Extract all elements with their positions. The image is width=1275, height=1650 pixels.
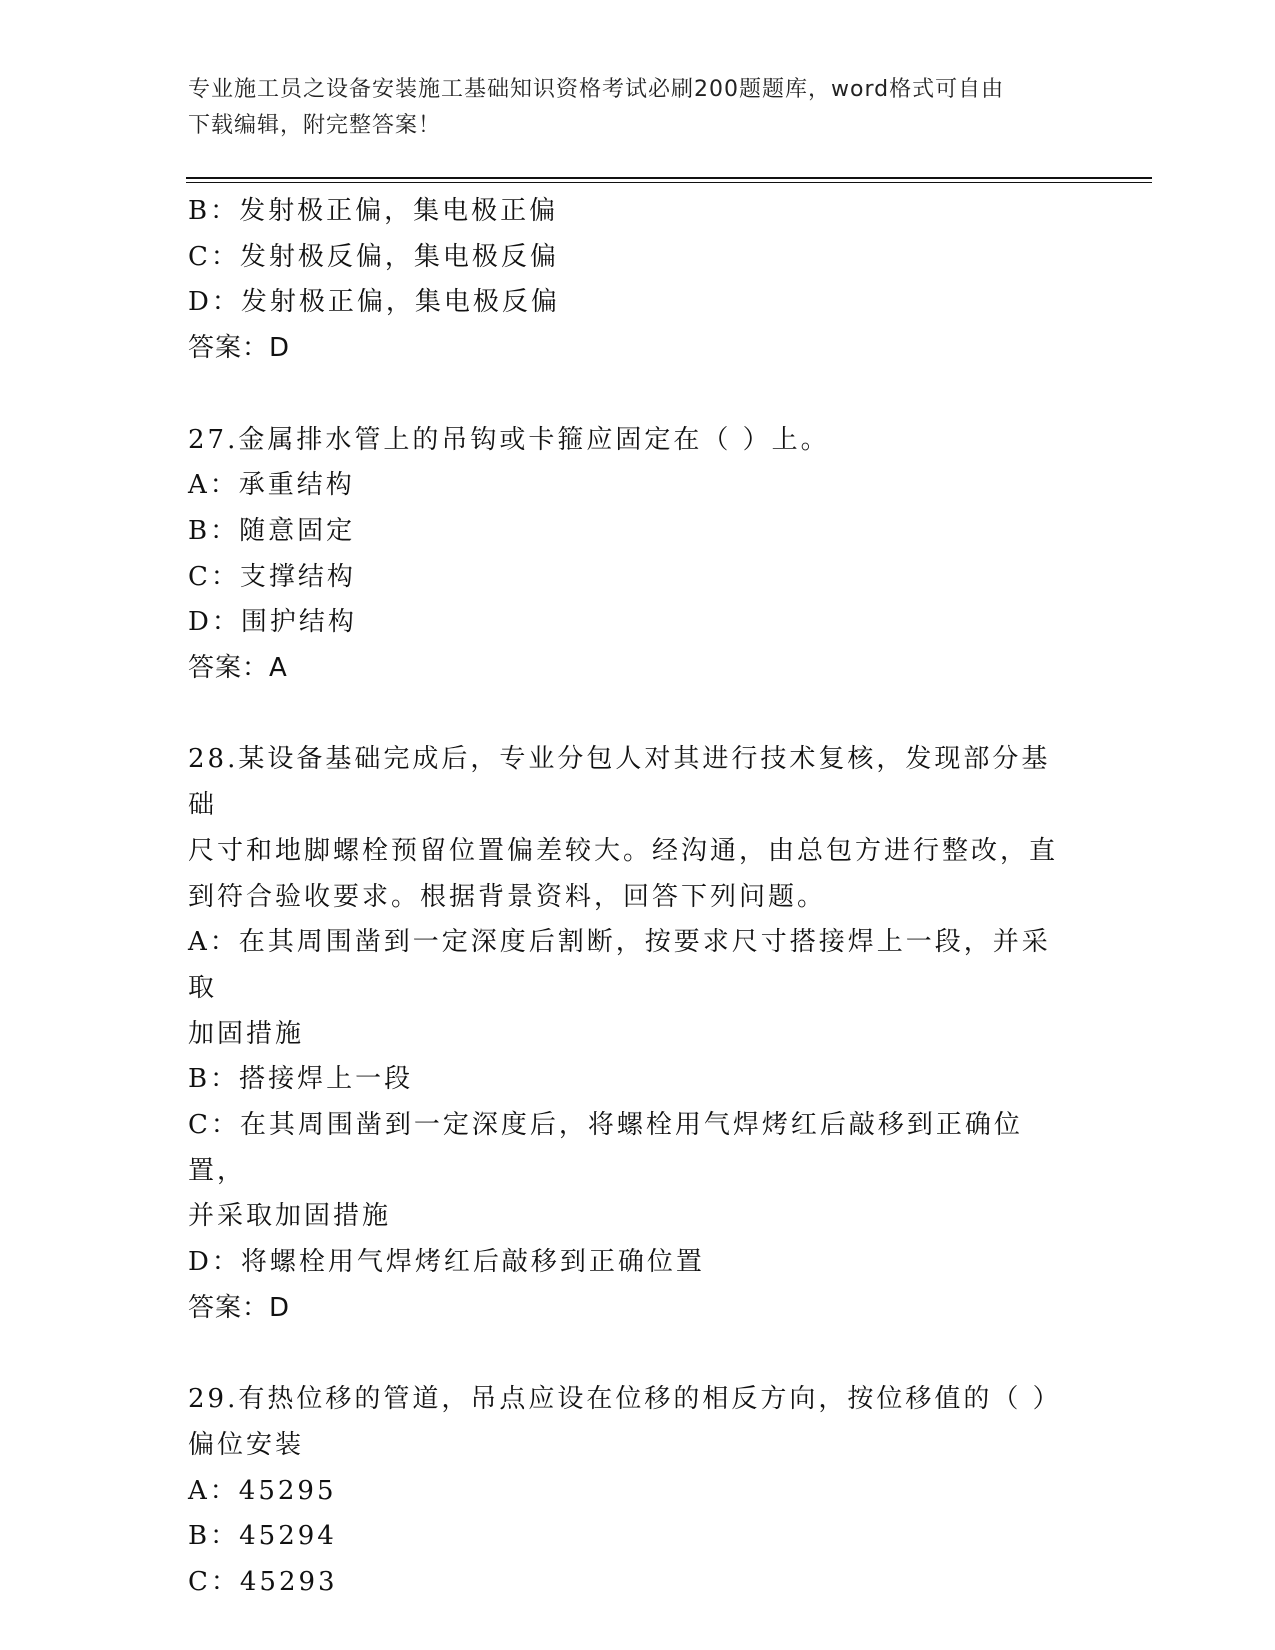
- spacer: [188, 1332, 1078, 1378]
- page-header: [188, 72, 1088, 144]
- header-line-1: 专业施工员之设备安装施工基础知识资格考试必刷200题题库，word格式可自由: [188, 77, 1005, 102]
- q28-option-b: B：搭接焊上一段: [188, 1064, 414, 1095]
- q29-option-b: B：45294: [188, 1521, 337, 1552]
- q28-option-a-line-2: 加固措施: [188, 1018, 305, 1049]
- q27-answer: 答案：A: [188, 653, 288, 684]
- q26-option-b: B：发射极正偏，集电极正偏: [188, 196, 559, 226]
- q28-question-line-3: 到符合验收要求。根据背景资料，回答下列问题。: [188, 881, 827, 912]
- header-line-2: 下载编辑，附完整答案！: [188, 113, 442, 138]
- q27-option-b: B：随意固定: [188, 515, 356, 546]
- q28-option-c-line-2: 并采取加固措施: [188, 1201, 392, 1232]
- question-content: [188, 189, 1078, 1606]
- q28-question-line-1: 28.某设备基础完成后，专业分包人对其进行技术复核，发现部分基础: [188, 744, 1051, 821]
- q29-question-line-2: 偏位安装: [188, 1429, 305, 1460]
- spacer: [188, 692, 1078, 738]
- question-28-block: [188, 737, 1078, 1331]
- q26-option-d: D：发射极正偏，集电极反偏: [188, 287, 560, 318]
- question-29-block: [188, 1377, 1078, 1606]
- q26-option-c: C：发射极反偏，集电极反偏: [188, 241, 559, 272]
- q27-option-a: A：承重结构: [188, 470, 355, 501]
- q29-question-line-1: 29.有热位移的管道，吊点应设在位移的相反方向，按位移值的（ ）: [188, 1384, 1062, 1415]
- spacer: [188, 372, 1078, 418]
- q26-answer: 答案：D: [188, 333, 291, 364]
- header-rule-thin: [186, 182, 1152, 183]
- q29-option-a: A：45295: [188, 1475, 337, 1506]
- q27-question: 27.金属排水管上的吊钩或卡箍应固定在（ ）上。: [188, 424, 830, 455]
- q27-option-c: C：支撑结构: [188, 561, 356, 592]
- q28-answer: 答案：D: [188, 1292, 291, 1323]
- q27-option-d: D：围护结构: [188, 607, 357, 638]
- question-27-block: [188, 418, 1078, 692]
- q29-option-c: C：45293: [188, 1567, 338, 1598]
- q28-option-a-line-1: A：在其周围凿到一定深度后割断，按要求尺寸搭接焊上一段，并采取: [188, 927, 1051, 1003]
- q28-question-line-2: 尺寸和地脚螺栓预留位置偏差较大。经沟通，由总包方进行整改，直: [188, 835, 1059, 866]
- q28-option-c-line-1: C：在其周围凿到一定深度后，将螺栓用气焊烤红后敲移到正确位置，: [188, 1110, 1023, 1186]
- question-26-block: [188, 189, 1078, 372]
- header-rule-thick: [186, 177, 1152, 179]
- q28-option-d: D：将螺栓用气焊烤红后敲移到正确位置: [188, 1247, 705, 1278]
